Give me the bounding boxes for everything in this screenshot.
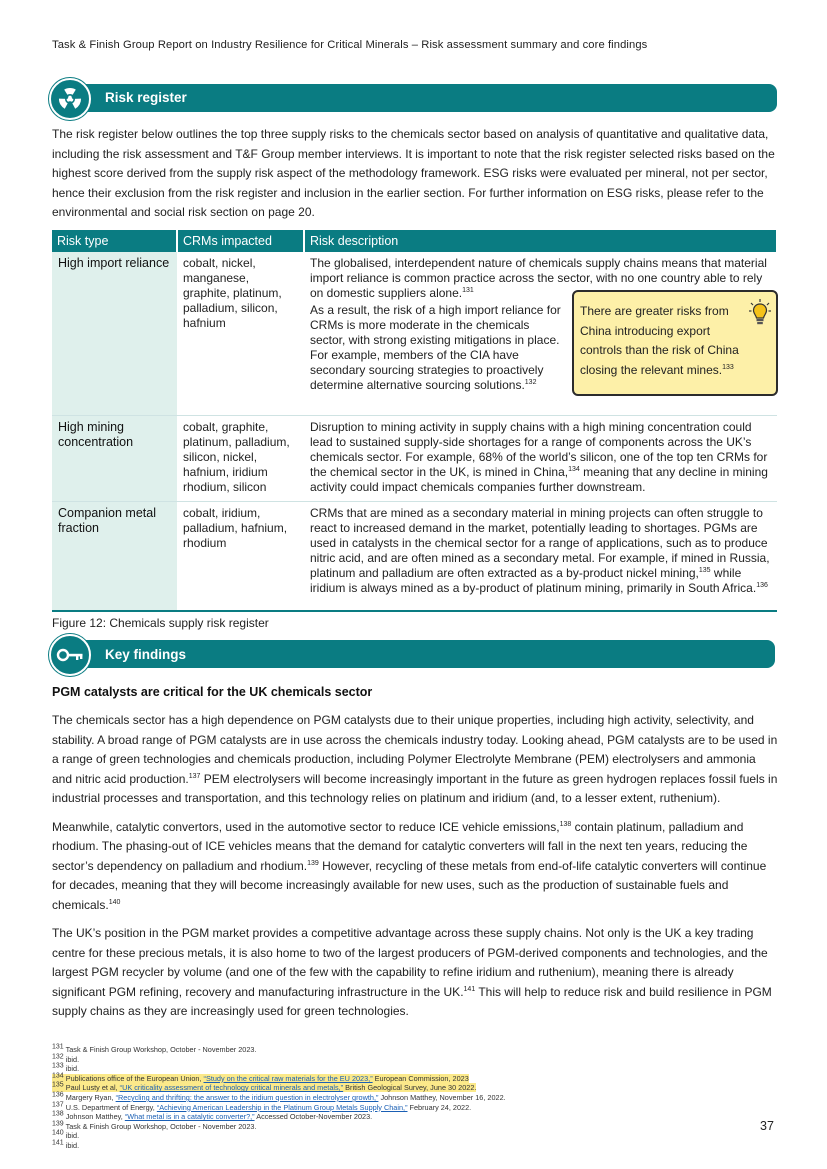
key-findings-body — [52, 711, 778, 1031]
footnote: $^{131}$ Task & Finish Group Workshop, October - November 2023. — [52, 1043, 257, 1054]
key-findings-title: Key findings — [105, 647, 187, 662]
footnote-link[interactable]: “Study on the critical raw materials for the EU 2023,” — [203, 1073, 373, 1083]
footnotes — [52, 1045, 652, 1151]
table-row — [52, 501, 777, 611]
footnote: $^{137}$ U.S. Department of Energy, “Achieving American Leadership in the Platinum Group Metals Supply Chain,” February 24, 2022. — [52, 1101, 472, 1112]
crms-cell: cobalt, nickel, manganese, graphite, platinum, palladium, silicon, hafnium — [177, 252, 304, 415]
footnote: $^{140}$ ibid. — [52, 1129, 80, 1141]
footnote: $^{138}$ Johnson Matthey, “What metal is in a catalytic converter?,” Accessed October-November 2023. — [52, 1110, 373, 1122]
footnote-link[interactable]: “What metal is in a catalytic converter?,” — [124, 1112, 255, 1122]
risk-type-cell: High mining concentration — [52, 415, 177, 501]
callout-box: There are greater risks from China introducing export controls than the risk of China closing the relevant mines.$^{133}$ — [572, 290, 778, 396]
paragraph: Meanwhile, catalytic convertors, used in the automotive sector to reduce ICE vehicle emissions,$^{138}$ contain platinum, palladium and rhodium. The phasing-out of ICE vehicles means that the demand for catalytic converters will fall in the next ten years, reducing the sector’s dependency on palladium and rhodium.$^{139}$ However, recycling of these metals from end-of-life catalytic converters will continue for decades, meaning that they will become increasingly available for new uses, such as the production of sustainable fuels and chemicals.$^{140}$ — [52, 819, 767, 912]
description-cell: CRMs that are mined as a secondary material in mining projects can often struggle to react to increased demand in the market, potentially leading to shortages. PGMs are used in catalysts in the chemical sector for a range of applications, such as to produce nitric acid, and are often mined as a secondary metal. For example, if mined in Russia, platinum and palladium are often extracted as a by-product nickel mining,$^{135}$ while iridium is always mined as a by-product of platinum mining, primarily in South Africa.$^{136}$ — [304, 501, 777, 611]
footnote: $^{132}$ ibid. — [52, 1053, 80, 1064]
footnote: $^{134}$ Publications office of the European Union, “Study on the critical raw materials for the EU 2023,” European Commission, 2023 — [52, 1072, 469, 1083]
risk-type-cell: Companion metal fraction — [52, 501, 177, 611]
key-icon — [49, 634, 91, 676]
running-header: Task & Finish Group Report on Industry Resilience for Critical Minerals – Risk assessment summary and core findings — [52, 39, 648, 51]
callout-text: There are greater risks from China introducing export controls than the risk of China closing the relevant mines. — [580, 304, 739, 377]
page-number: 37 — [760, 1119, 774, 1133]
risk-register-intro: The risk register below outlines the top three supply risks to the chemicals sector based on analysis of quantitative and qualitative data, including the risk assessment and T&F Group member interviews. It is important to note that the risk register selected risks based on the highest score derived from the supply risk aspect of the methodology framework. ESG risks were evaluated per mineral, not per sector, hence their exclusion from the risk register and inclusion in the earlier section. For further information on ESG risks, please refer to the environmental and social risk section on page 20. — [52, 127, 775, 219]
radiation-icon — [49, 78, 91, 120]
risk-register-title: Risk register — [105, 90, 187, 105]
paragraph: The UK’s position in the PGM market provides a competitive advantage across these supply chains. Not only is the UK a key trading centre for these precious metals, it is also home to two of the largest producers of PGM-derived components and technologies, and the largest PGM recycler by volume (and one of the few with the capability to refine iridium and ruthenium), meaning there is already significant PGM refining, recovery and manufacturing infrastructure in the UK.$^{141}$ This will help to reduce risk and build resilience in PGM supply chains as they are increasingly used for green technologies. — [52, 926, 772, 1018]
footnote: $^{141}$ ibid. — [52, 1139, 80, 1150]
footnote: $^{136}$ Margery Ryan, “Recycling and thrifting: the answer to the iridium question in electrolyser growth,” Johnson Matthey, November 16, 2022. — [52, 1091, 506, 1102]
footnote: $^{135}$ Paul Lusty et al, “UK criticality assessment of technology critical minerals and metals,” British Geological Survey, June 30 2022. — [52, 1081, 477, 1093]
description-cell: Disruption to mining activity in supply chains with a high mining concentration could lead to sustained supply-side shortages for a range of components across the UK’s chemicals sector. For example, 68% of the world’s silicon, one of the top ten CRMs for the chemical sector in the UK, is mined in China,$^{134}$ meaning that any decline in mining activity could impact chemicals companies further downstream. — [304, 415, 777, 501]
risk-register-table — [52, 230, 778, 612]
col-header-risk-type: Risk type — [52, 230, 177, 252]
key-findings-subheading: PGM catalysts are critical for the UK chemicals sector — [52, 685, 373, 699]
footnote-link[interactable]: “UK criticality assessment of technology critical minerals and metals,” — [119, 1083, 344, 1093]
crms-cell: cobalt, iridium, palladium, hafnium, rhodium — [177, 501, 304, 611]
footnote: $^{139}$ Task & Finish Group Workshop, October - November 2023. — [52, 1120, 257, 1131]
lightbulb-icon — [748, 298, 772, 333]
figure-caption: Figure 12: Chemicals supply risk register — [52, 616, 269, 630]
col-header-description: Risk description — [304, 230, 777, 252]
table-row — [52, 415, 777, 501]
col-header-crms: CRMs impacted — [177, 230, 304, 252]
footnote: $^{133}$ ibid. — [52, 1062, 80, 1074]
crms-cell: cobalt, graphite, platinum, palladium, silicon, nickel, hafnium, iridium rhodium, silicon — [177, 415, 304, 501]
footnote-link[interactable]: “Achieving American Leadership in the Platinum Group Metals Supply Chain,” — [156, 1102, 408, 1112]
footnote-link[interactable]: “Recycling and thrifting: the answer to the iridium question in electrolyser growth,” — [115, 1092, 379, 1102]
paragraph: The chemicals sector has a high dependence on PGM catalysts due to their unique properties, including high activity, selectivity, and stability. A broad range of PGM catalysts are in use across the chemicals industry today. Looking ahead, PGM catalysts are to be used in a range of green technologies and chemicals production, including Polymer Electrolyte Membrane (PEM) electrolysers and ammonia and nitric acid production.$^{137}$ PEM electrolysers will become increasingly important in the future as green hydrogen replaces fossil fuels in industrial processes and transportation, and this technology relies on platinum and iridium (and, to a lesser extent, ruthenium). — [52, 713, 778, 805]
description-cell: The globalised, interdependent nature of chemicals supply chains means that material import reliance is common practice across the sector, with no one country able to rely on domestic suppliers alone.$^{131}$ As a result, the risk of a high import reliance for CRMs is more moderate in the chemicals sector, with strong existing mitigations in place. For example, members of the CIA have secondary sourcing strategies to proactively determine alternative sourcing solutions.$^{132}$ — [304, 252, 777, 415]
risk-type-cell: High import reliance — [52, 252, 177, 415]
